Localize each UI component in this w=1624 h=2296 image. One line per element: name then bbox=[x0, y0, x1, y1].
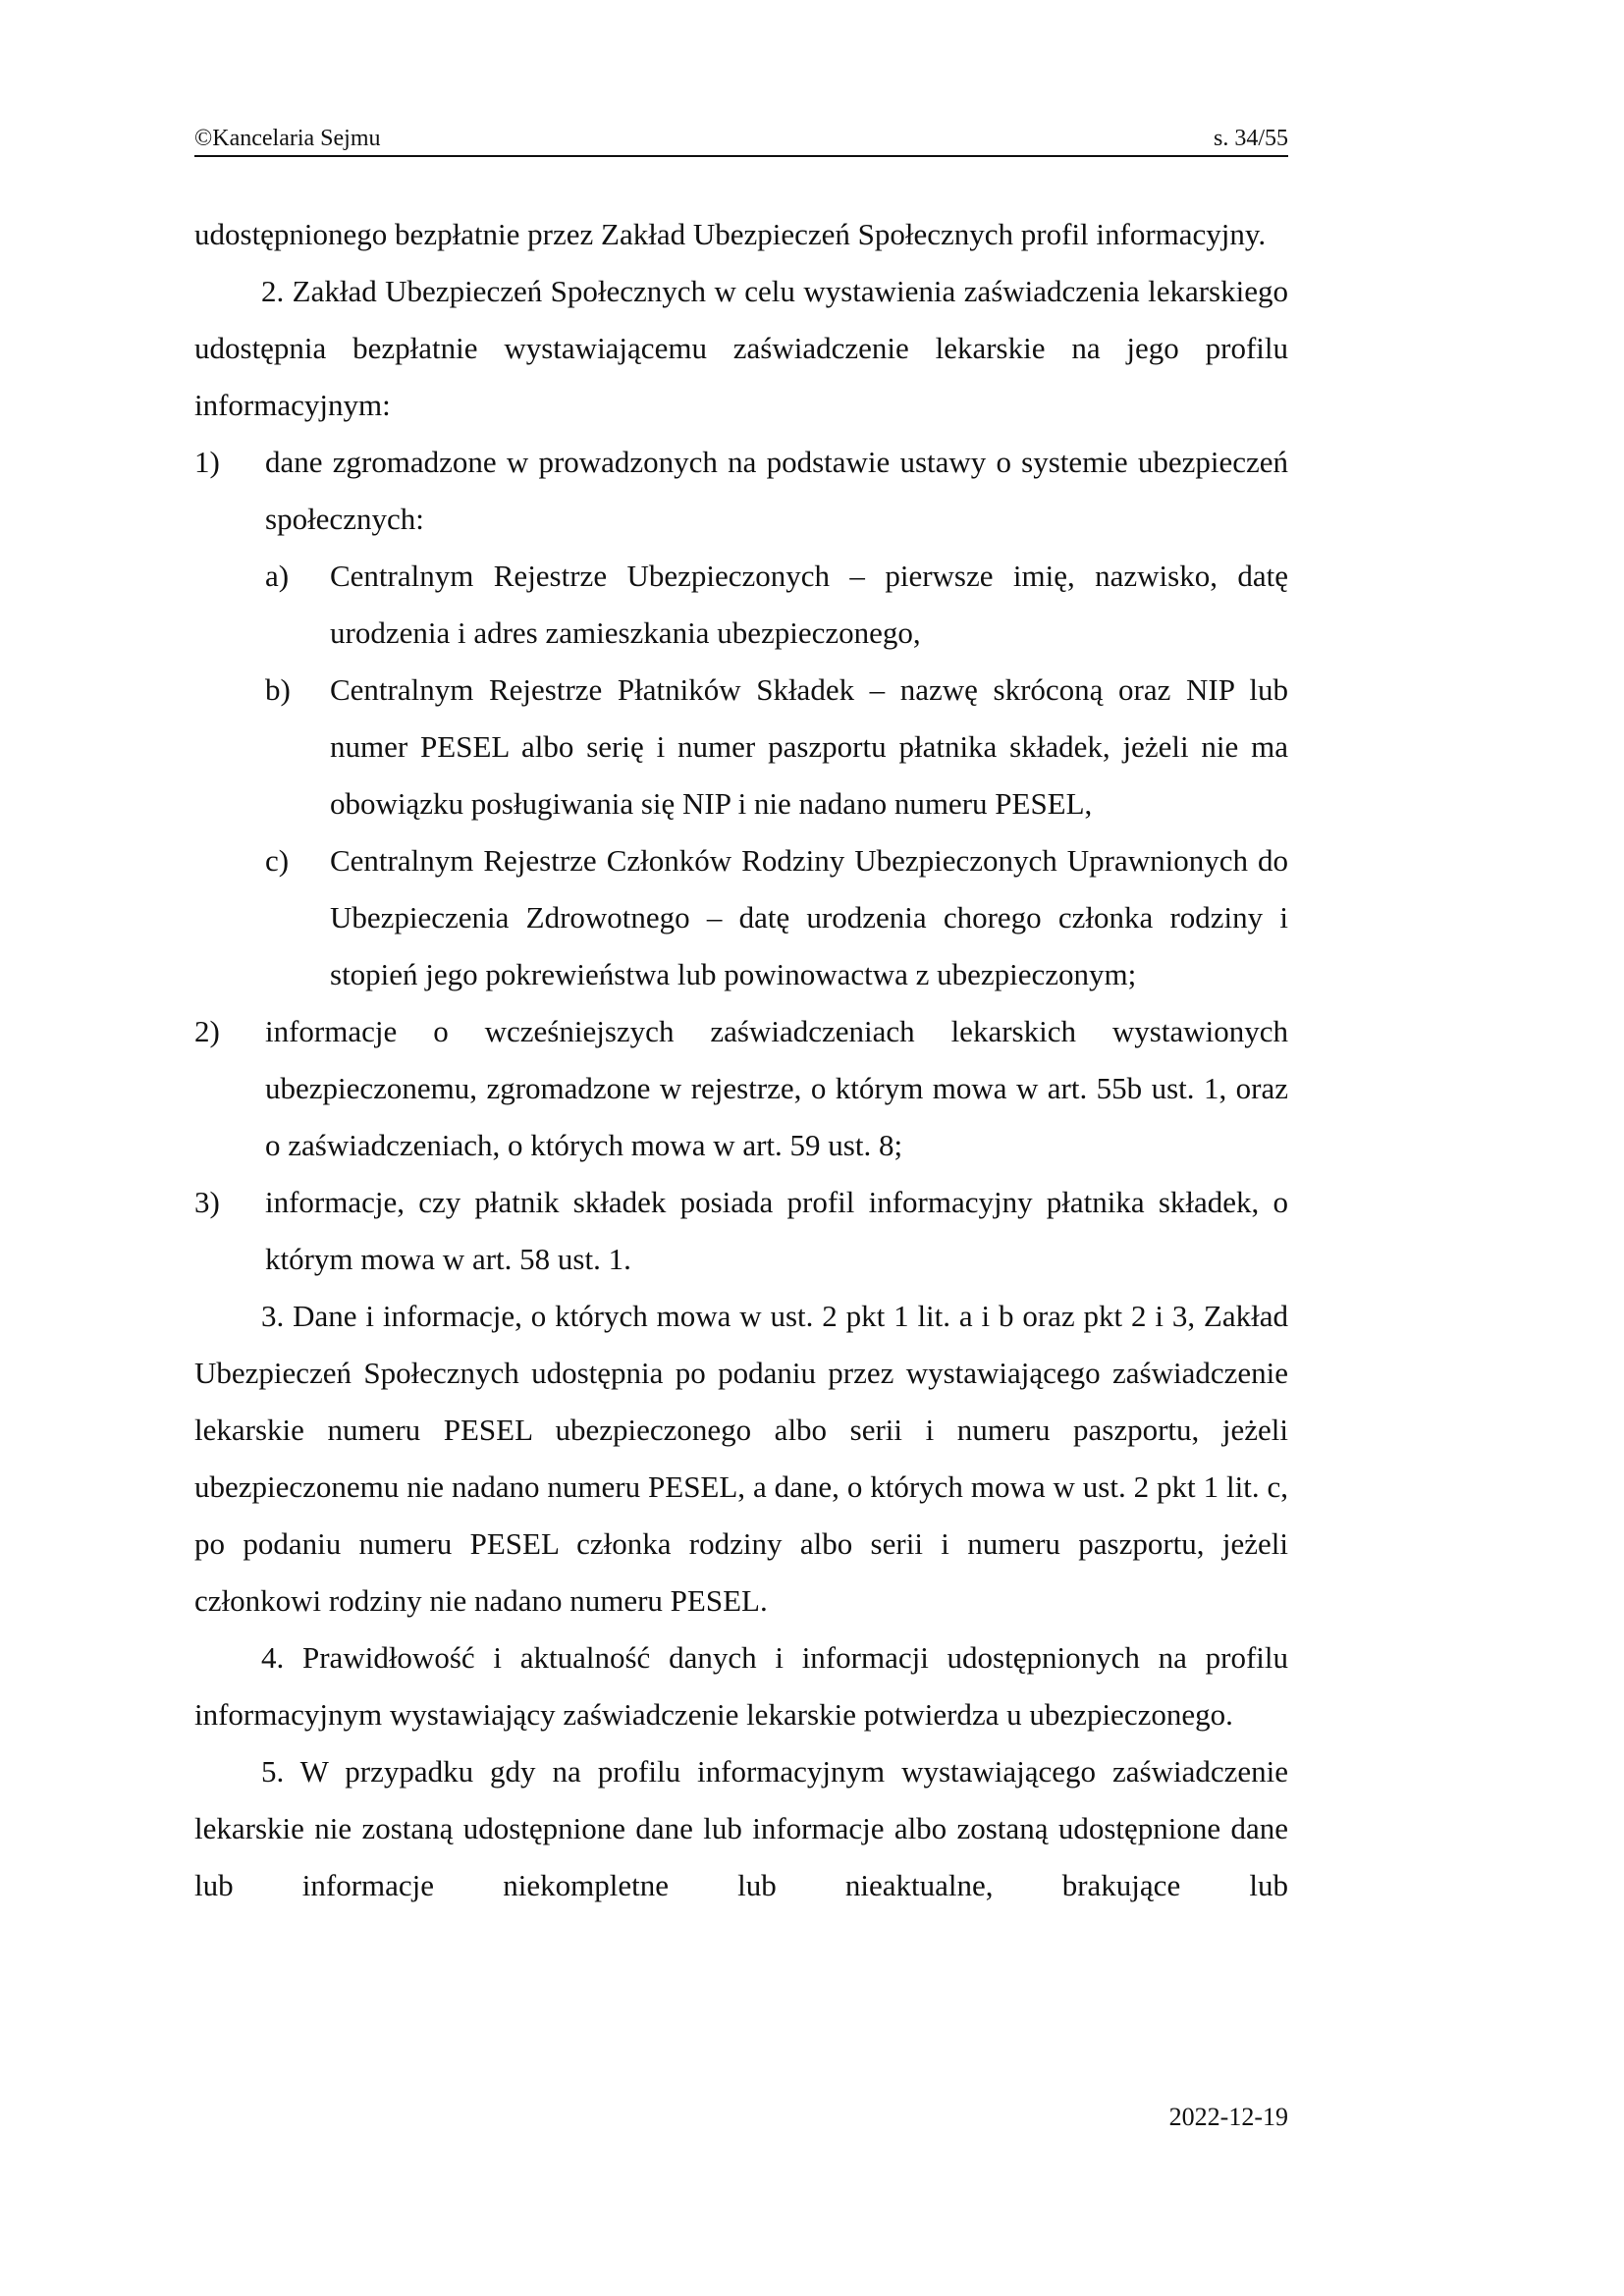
sub-item-text: Centralnym Rejestrze Członków Rodziny Ubezpieczonych Uprawnionych do Ubezpieczenia Zdrowotnego – datę urodzenia chorego członka rodziny i stopień jego pokrewieństwa lub powinowactwa z ubezpieczonym; bbox=[330, 843, 1288, 991]
sub-item-letter: a) bbox=[265, 559, 290, 593]
list-item-3 bbox=[194, 1174, 1288, 1288]
list-item-number: 2) bbox=[194, 1014, 220, 1048]
list-item-text: dane zgromadzone w prowadzonych na podstawie ustawy o systemie ubezpieczeń społecznych: bbox=[265, 445, 1288, 536]
list-item-2 bbox=[194, 1003, 1288, 1174]
sub-item-letter: b) bbox=[265, 672, 291, 707]
document-body bbox=[194, 206, 1288, 1914]
paragraph-5: 5. W przypadku gdy na profilu informacyjnym wystawiającego zaświadczenie lekarskie nie zostaną udostępnione dane lub informacje albo zostaną udostępnione dane lub informacje niekompletne lub nieaktualne, brakujące lub bbox=[194, 1754, 1288, 1902]
sub-item-text: Centralnym Rejestrze Ubezpieczonych – pierwsze imię, nazwisko, datę urodzenia i adres zamieszkania ubezpieczonego, bbox=[330, 559, 1288, 650]
sub-item-a bbox=[194, 548, 1288, 662]
header-page-number: s. 34/55 bbox=[1213, 126, 1288, 151]
list-item-1 bbox=[194, 434, 1288, 548]
paragraph-3: 3. Dane i informacje, o których mowa w ust. 2 pkt 1 lit. a i b oraz pkt 2 i 3, Zakład Ubezpieczeń Społecznych udostępnia po podaniu przez wystawiającego zaświadczenie lekarskie numeru PESEL ubezpieczonego albo serii i numeru paszportu, jeżeli ubezpieczonemu nie nadano numeru PESEL, a dane, o których mowa w ust. 2 pkt 1 lit. c, po podaniu numeru PESEL członka rodziny albo serii i numeru paszportu, jeżeli członkowi rodziny nie nadano numeru PESEL. bbox=[194, 1299, 1288, 1618]
header-publisher: ©Kancelaria Sejmu bbox=[194, 126, 381, 151]
paragraph-2: 2. Zakład Ubezpieczeń Społecznych w celu wystawienia zaświadczenia lekarskiego udostępnia bezpłatnie wystawiającemu zaświadczenie lekarskie na jego profilu informacyjnym: bbox=[194, 274, 1288, 422]
list-item-number: 1) bbox=[194, 445, 220, 479]
list-item-text: informacje o wcześniejszych zaświadczeniach lekarskich wystawionych ubezpieczonemu, zgromadzone w rejestrze, o którym mowa w art. 55b ust. 1, oraz o zaświadczeniach, o których mowa w art. 59 ust. 8; bbox=[265, 1014, 1288, 1162]
sub-item-text: Centralnym Rejestrze Płatników Składek – nazwę skróconą oraz NIP lub numer PESEL albo serię i numer paszportu płatnika składek, jeżeli nie ma obowiązku posługiwania się NIP i nie nadano numeru PESEL, bbox=[330, 672, 1288, 821]
sub-item-c bbox=[194, 832, 1288, 1003]
paragraph-4: 4. Prawidłowość i aktualność danych i informacji udostępnionych na profilu informacyjnym wystawiający zaświadczenie lekarskie potwierdza u ubezpieczonego. bbox=[194, 1640, 1288, 1732]
paragraph-continuation: udostępnionego bezpłatnie przez Zakład Ubezpieczeń Społecznych profil informacyjny. bbox=[194, 217, 1267, 251]
sub-item-letter: c) bbox=[265, 843, 290, 878]
sub-item-b bbox=[194, 662, 1288, 832]
footer-date: 2022-12-19 bbox=[1168, 2103, 1288, 2131]
page-header bbox=[194, 122, 1288, 157]
list-item-text: informacje, czy płatnik składek posiada profil informacyjny płatnika składek, o którym mowa w art. 58 ust. 1. bbox=[265, 1185, 1288, 1276]
list-item-number: 3) bbox=[194, 1185, 220, 1219]
